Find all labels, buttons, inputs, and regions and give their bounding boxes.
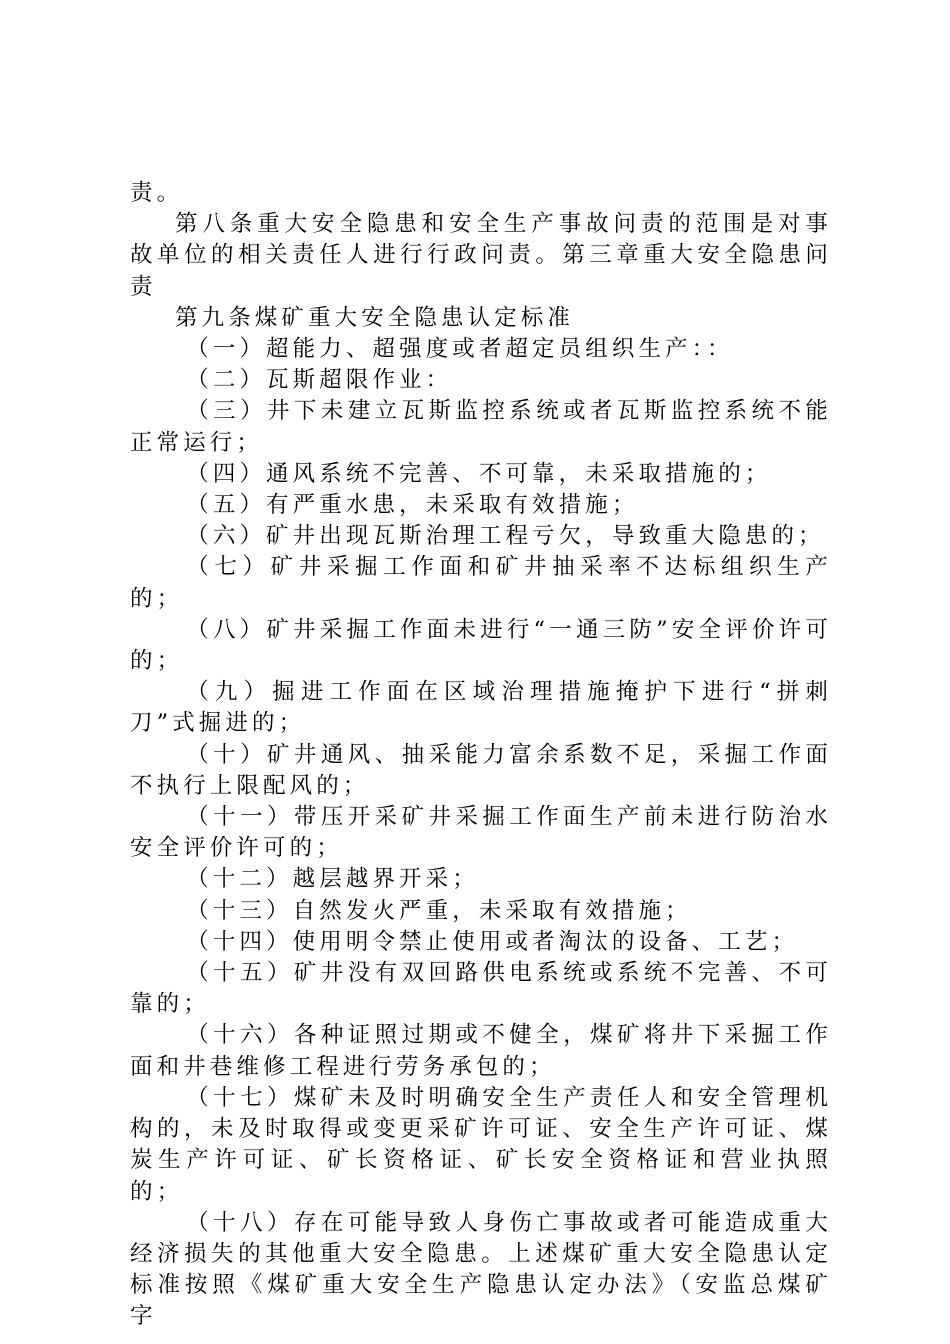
list-item-7: （七）矿井采掘工作面和矿井抽采率不达标组织生产的； bbox=[130, 554, 832, 612]
document-body bbox=[130, 178, 832, 1333]
paragraph-article-8: 第八条重大安全隐患和安全生产事故问责的范围是对事故单位的相关责任人进行行政问责。第三章重大安全隐患问责 bbox=[130, 211, 832, 300]
paragraph-continuation: 责。 bbox=[130, 180, 184, 206]
list-item-15: （十五）矿井没有双回路供电系统或系统不完善、不可靠的； bbox=[130, 960, 832, 1018]
list-item-4: （四）通风系统不完善、不可靠，未采取措施的； bbox=[186, 460, 772, 487]
list-item-16: （十六）各种证照过期或不健全，煤矿将井下采掘工作面和井巷维修工程进行劳务承包的； bbox=[130, 1022, 832, 1080]
list-item-10: （十）矿井通风、抽采能力富余系数不足，采掘工作面不执行上限配风的； bbox=[130, 741, 832, 799]
list-item-3: （三）井下未建立瓦斯监控系统或者瓦斯监控系统不能正常运行； bbox=[130, 398, 832, 456]
list-item-12: （十二）越层越界开采； bbox=[186, 866, 479, 893]
list-item-8: （八）矿井采掘工作面未进行“一通三防”安全评价许可的； bbox=[130, 616, 832, 675]
list-item-17: （十七）煤矿未及时明确安全生产责任人和安全管理机构的，未及时取得或变更采矿许可证、安全生产许可证、煤炭生产许可证、矿长资格证、矿长安全资格证和营业执照的； bbox=[130, 1084, 832, 1205]
list-item-9: （九）掘进工作面在区域治理措施掩护下进行“拼刺刀”式掘进的； bbox=[130, 679, 832, 737]
list-item-13: （十三）自然发火严重，未采取有效措施； bbox=[186, 897, 692, 924]
list-item-6: （六）矿井出现瓦斯治理工程亏欠，导致重大隐患的； bbox=[186, 523, 825, 550]
list-item-2: （二）瓦斯超限作业： bbox=[186, 367, 453, 394]
list-item-1: （一）超能力、超强度或者超定员组织生产：： bbox=[186, 336, 734, 363]
list-item-11: （十一）带压开采矿井采掘工作面生产前未进行防治水安全评价许可的； bbox=[130, 804, 832, 862]
list-item-18: （十八）存在可能导致人身伤亡事故或者可能造成重大经济损失的其他重大安全隐患。上述煤矿重大安全隐患认定标准按照《煤矿重大安全生产隐患认定办法》（安监总煤矿字 bbox=[130, 1209, 832, 1330]
list-item-14: （十四）使用明令禁止使用或者淘汰的设备、工艺； bbox=[186, 928, 799, 955]
list-item-5: （五）有严重水患，未采取有效措施； bbox=[186, 492, 639, 519]
paragraph-article-9: 第九条煤矿重大安全隐患认定标准 bbox=[175, 304, 575, 331]
